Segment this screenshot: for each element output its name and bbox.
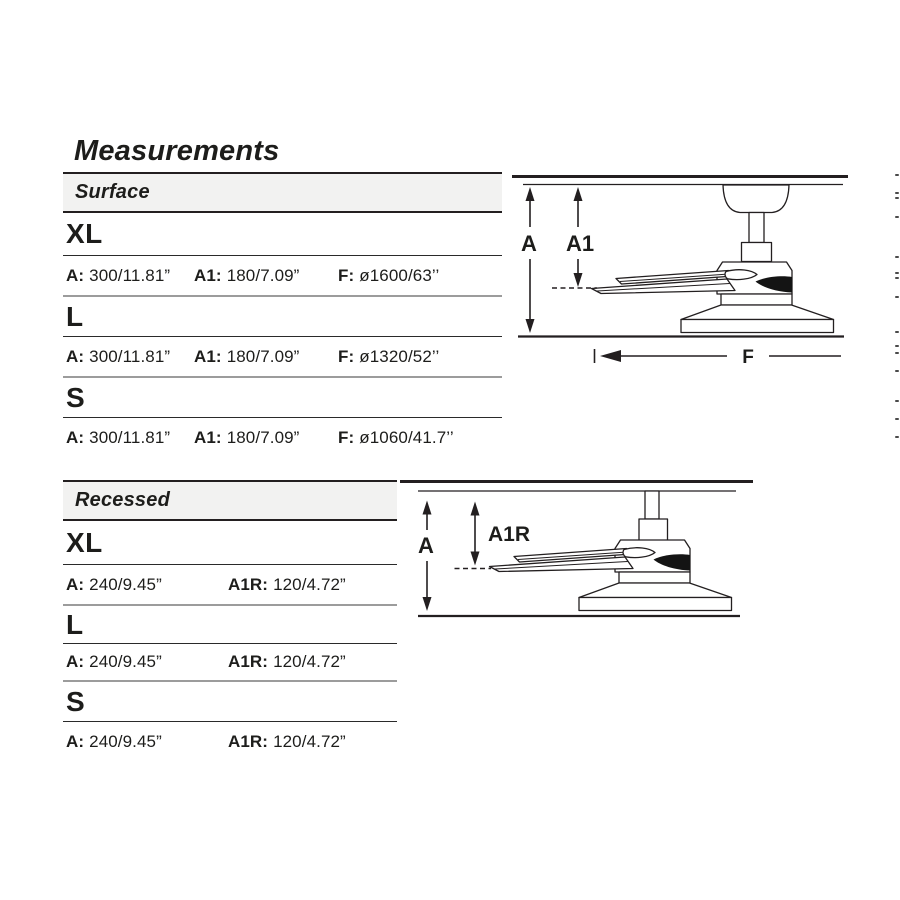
dimension-arrow-f xyxy=(595,347,842,368)
surface-mounting-diagram xyxy=(510,170,860,370)
clipped-text-fragment xyxy=(895,331,899,333)
surface-xl-measurements xyxy=(63,256,502,297)
recessed-section-title: Recessed xyxy=(75,489,170,511)
size-label: S xyxy=(66,685,86,717)
clipped-text-fragment xyxy=(895,256,899,258)
size-label: L xyxy=(66,608,84,640)
clipped-text-fragment xyxy=(895,272,899,274)
measure-a1: A1: 180/7.09” xyxy=(194,346,300,366)
dimension-label-a1r: A1R xyxy=(488,523,531,546)
measure-a: A: 300/11.81” xyxy=(66,428,171,447)
surface-s-measurements xyxy=(63,418,502,458)
surface-section-header xyxy=(63,172,502,213)
page-title: Measurements xyxy=(74,135,280,167)
measure-a1r: A1R: 120/4.72” xyxy=(228,574,346,594)
measure-a: A: 300/11.81” xyxy=(66,346,171,366)
clipped-text-fragment xyxy=(895,192,899,194)
recessed-size-xl xyxy=(63,521,397,565)
recessed-xl-measurements xyxy=(63,565,397,606)
clipped-text-fragment xyxy=(895,277,899,279)
fan-coupler xyxy=(639,519,668,541)
dimension-arrow-a xyxy=(418,501,434,612)
recessed-section-header xyxy=(63,480,397,521)
dimension-arrow-a1 xyxy=(566,187,594,287)
measure-a1: A1: 180/7.09” xyxy=(194,428,300,447)
surface-size-l xyxy=(63,297,502,337)
measure-a1r: A1R: 120/4.72” xyxy=(228,652,346,671)
fan-downrod xyxy=(749,213,764,243)
recessed-size-s xyxy=(63,682,397,722)
surface-measurements-table xyxy=(63,172,502,458)
fan-recessed-rod xyxy=(645,491,659,519)
measure-a: A: 240/9.45” xyxy=(66,652,162,671)
dimension-label-a: A xyxy=(418,533,434,558)
clipped-text-fragment xyxy=(895,352,899,354)
size-label: S xyxy=(66,381,86,413)
size-label: XL xyxy=(66,526,103,558)
recessed-l-measurements xyxy=(63,644,397,682)
measure-f: F: ø1060/41.7’’ xyxy=(338,428,454,447)
clipped-text-fragment xyxy=(895,436,899,438)
recessed-size-l xyxy=(63,606,397,644)
surface-section-title: Surface xyxy=(75,181,150,203)
surface-size-s xyxy=(63,378,502,418)
dimension-label-f: F xyxy=(742,347,754,368)
clipped-text-fragment xyxy=(895,370,899,372)
clipped-text-fragment xyxy=(895,197,899,199)
clipped-text-fragment xyxy=(895,418,899,420)
size-label: L xyxy=(66,300,84,332)
measure-a1: A1: 180/7.09” xyxy=(194,265,300,285)
fan-coupler xyxy=(742,243,772,262)
recessed-mounting-diagram xyxy=(400,468,760,628)
dimension-label-a: A xyxy=(521,231,537,256)
recessed-measurements-table xyxy=(63,480,397,762)
measure-a: A: 240/9.45” xyxy=(66,574,162,594)
measure-f: F: ø1600/63’’ xyxy=(338,265,440,285)
dimension-label-a1: A1 xyxy=(565,231,595,256)
clipped-text-fragment xyxy=(895,345,899,347)
dimension-arrow-a xyxy=(521,187,537,333)
clipped-text-fragment xyxy=(895,296,899,298)
measure-a1r: A1R: 120/4.72” xyxy=(228,732,346,751)
measure-a: A: 300/11.81” xyxy=(66,265,171,285)
clipped-text-fragment xyxy=(895,400,899,402)
fan-canopy xyxy=(723,185,789,213)
surface-size-xl xyxy=(63,213,502,256)
clipped-text-fragment xyxy=(895,216,899,218)
measure-a: A: 240/9.45” xyxy=(66,732,162,751)
size-label: XL xyxy=(66,218,103,249)
clipped-text-fragment xyxy=(895,174,899,176)
surface-l-measurements xyxy=(63,337,502,378)
measure-f: F: ø1320/52’’ xyxy=(338,346,440,366)
recessed-s-measurements xyxy=(63,722,397,762)
